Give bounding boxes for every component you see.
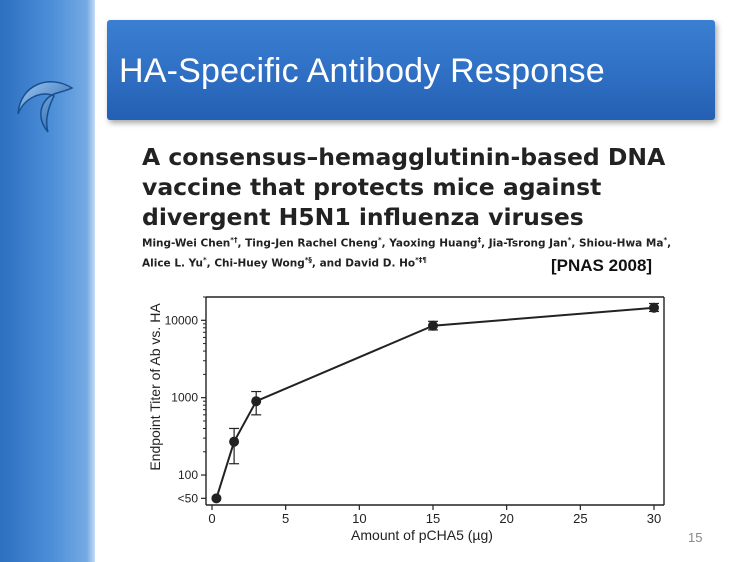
data-point: [649, 303, 659, 313]
author-affiliation-mark: *†: [230, 236, 238, 244]
author-affiliation-mark: *: [567, 236, 572, 244]
chart-ticks: [165, 297, 662, 526]
paper-title: A consensus–hemagglutinin-based DNA vaccine that protects mice against divergent H5N1 influenza viruses: [142, 143, 666, 231]
author-affiliation-mark: *: [663, 236, 668, 244]
x-tick-label: 10: [352, 511, 367, 526]
series-line: [216, 308, 654, 499]
y-tick-label: 10000: [164, 313, 198, 328]
y-tick-label: <50: [177, 491, 198, 506]
data-point: [251, 396, 261, 406]
x-tick-label: 5: [282, 511, 290, 526]
author-affiliation-mark: *: [377, 236, 382, 244]
author-affiliation-mark: *: [202, 255, 207, 264]
author-name: and David D. Ho: [319, 257, 416, 269]
author-name: Jia-Tsrong Jan: [488, 237, 568, 250]
data-point: [229, 437, 239, 447]
x-axis-label: Amount of pCHA5 (µg): [351, 527, 493, 543]
author-affiliation-mark: *§: [304, 255, 312, 264]
author-affiliation-mark: *‡¶: [415, 255, 427, 264]
data-point: [428, 321, 438, 331]
slide-number: 15: [688, 530, 703, 545]
title-banner: [107, 20, 715, 120]
author-name: Shiou-Hwa Ma: [578, 237, 664, 250]
chart-marks: [211, 303, 659, 504]
x-tick-label: 30: [646, 511, 662, 526]
citation: [PNAS 2008]: [551, 256, 653, 275]
author-name: Chi-Huey Wong: [214, 257, 305, 269]
data-point: [211, 493, 221, 503]
y-tick-label: 100: [177, 468, 198, 483]
author-name: Ting-Jen Rachel Cheng: [245, 237, 378, 250]
x-tick-label: 25: [573, 511, 588, 526]
paper-authors: Ming-Wei Chen*†, Ting-Jen Rachel Cheng*, Yaoxing Huang‡, Jia-Tsrong Jan*, Shiou-Hwa Ma*, Alice L. Yu*, Chi-Huey Wong*§, and David D. Ho*‡¶: [142, 236, 672, 269]
logo-swoosh-icon: [10, 66, 82, 138]
author-affiliation-mark: ‡: [477, 236, 482, 244]
x-tick-label: 0: [208, 511, 216, 526]
x-tick-label: 15: [425, 511, 441, 526]
author-name: Yaoxing Huang: [389, 237, 478, 250]
titer-chart: [144, 287, 674, 547]
author-name: Alice L. Yu: [142, 257, 203, 269]
x-tick-label: 20: [499, 511, 514, 526]
side-bar: [0, 0, 95, 562]
slide-title: HA-Specific Antibody Response: [119, 52, 605, 90]
y-tick-label: 1000: [171, 390, 198, 405]
y-axis-label: Endpoint Titer of Ab vs. HA: [147, 303, 163, 471]
author-name: Ming-Wei Chen: [142, 237, 231, 250]
